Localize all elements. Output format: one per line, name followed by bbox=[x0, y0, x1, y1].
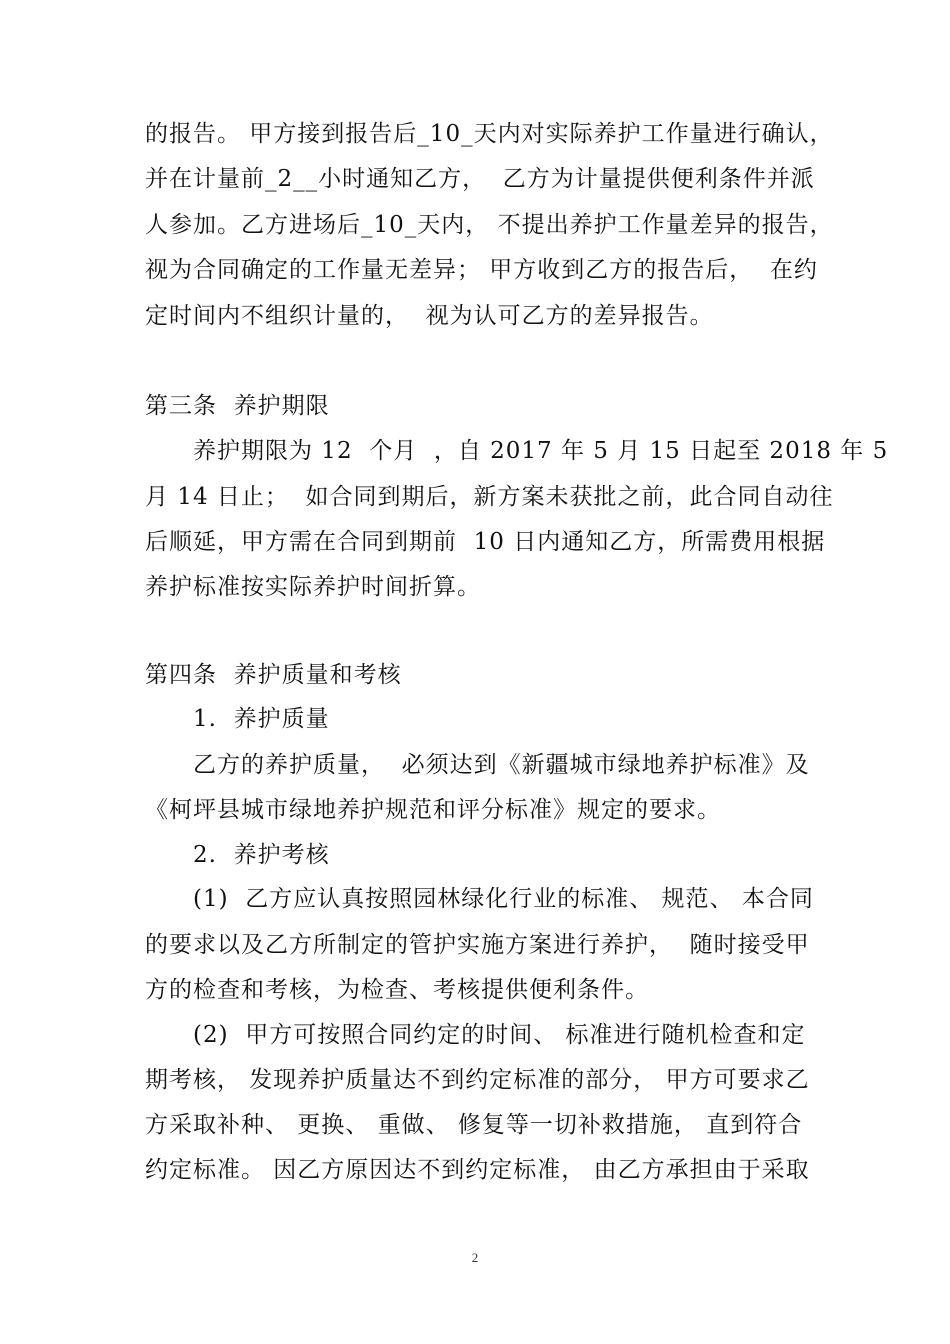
body-line: 期考核， 发现养护质量达不到约定标准的部分， 甲方可要求乙 bbox=[145, 1067, 810, 1093]
article-heading: 第三条 养护期限 bbox=[145, 393, 330, 419]
body-line: 的报告。 甲方接到报告后_10_天内对实际养护工作量进行确认， bbox=[145, 121, 834, 147]
body-line: 方采取补种、 更换、 重做、 修复等一切补救措施， 直到符合 bbox=[145, 1112, 803, 1138]
body-line: 月 14 日止； 如合同到期后，新方案未获批之前，此合同自动往 bbox=[145, 484, 834, 510]
body-line: 人参加。乙方进场后_10_天内， 不提出养护工作量差异的报告， bbox=[145, 212, 834, 238]
body-line: (2) 甲方可按照合同约定的时间、 标准进行随机检查和定 bbox=[193, 1022, 806, 1048]
body-line: 视为合同确定的工作量无差异； 甲方收到乙方的报告后， 在约 bbox=[145, 257, 818, 283]
body-line: 养护期限为 12 个月 ，自 2017 年 5 月 15 日起至 2018 年 5 bbox=[193, 438, 889, 464]
item-title: 1. 养护质量 bbox=[193, 706, 330, 732]
body-line: 《柯坪县城市绿地养护规范和评分标准》规定的要求。 bbox=[145, 797, 721, 823]
article-heading: 第四条 养护质量和考核 bbox=[145, 662, 402, 688]
body-line: 的要求以及乙方所制定的管护实施方案进行养护， 随时接受甲 bbox=[145, 932, 810, 958]
body-line: 定时间内不组织计量的， 视为认可乙方的差异报告。 bbox=[145, 303, 714, 329]
body-line: 约定标准。 因乙方原因达不到约定标准， 由乙方承担由于采取 bbox=[145, 1157, 810, 1183]
body-line: 养护标准按实际养护时间折算。 bbox=[145, 574, 481, 600]
body-line: (1) 乙方应认真按照园林绿化行业的标准、 规范、 本合同 bbox=[193, 886, 814, 912]
body-line: 后顺延，甲方需在合同到期前 10 日内通知乙方，所需费用根据 bbox=[145, 529, 826, 555]
body-line: 乙方的养护质量， 必须达到《新疆城市绿地养护标准》及 bbox=[193, 752, 810, 778]
body-line: 方的检查和考核，为检查、考核提供便利条件。 bbox=[145, 977, 649, 1003]
body-line: 并在计量前_2__小时通知乙方， 乙方为计量提供便利条件并派 bbox=[145, 166, 815, 192]
item-title: 2. 养护考核 bbox=[193, 842, 330, 868]
page-number: 2 bbox=[471, 1250, 479, 1265]
